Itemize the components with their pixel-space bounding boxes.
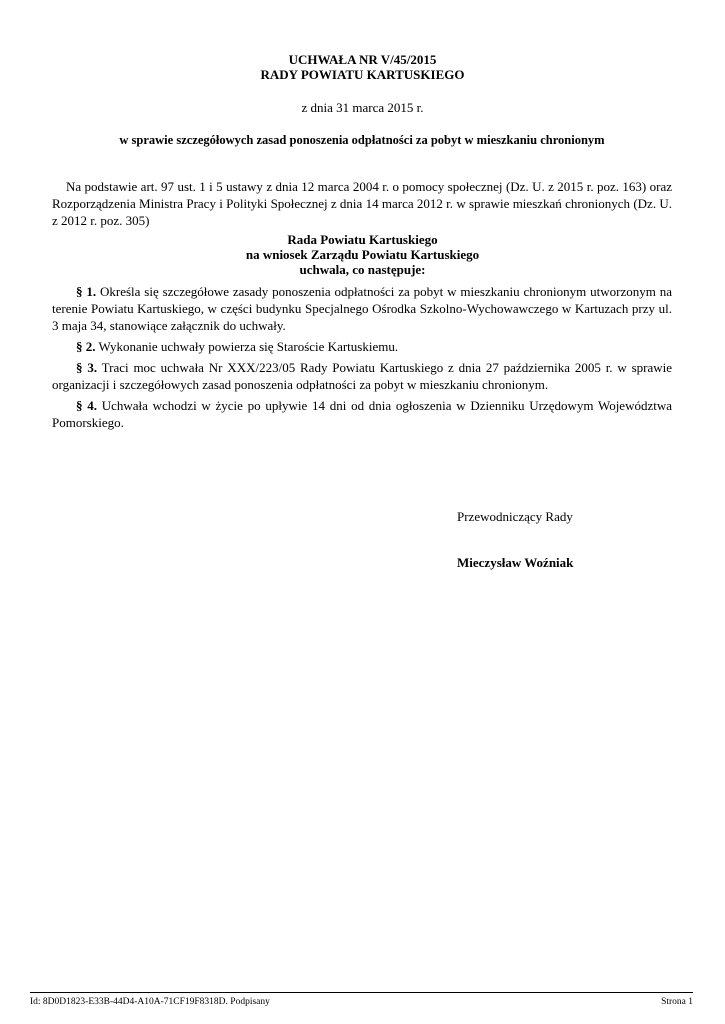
footer-divider <box>30 992 693 993</box>
document-title-line1: UCHWAŁA NR V/45/2015 <box>288 52 437 67</box>
resolution-intro-line2: na wniosek Zarządu Powiatu Kartuskiego <box>245 247 480 262</box>
section-2-text: Wykonanie uchwały powierza się Staroście Kartuskiemu. <box>95 339 399 354</box>
document-title-line2: RADY POWIATU KARTUSKIEGO <box>260 67 465 82</box>
resolution-intro-line3: uchwala, co następuje: <box>299 262 426 277</box>
section-1-number: § 1. <box>76 284 97 299</box>
document-date: z dnia 31 marca 2015 r. <box>301 100 424 115</box>
document-subject: w sprawie szczegółowych zasad ponoszenia odpłatności za pobyt w mieszkaniu chronionym <box>119 133 605 147</box>
signature-name: Mieczysław Woźniak <box>457 555 574 570</box>
section-3-text: Traci moc uchwała Nr XXX/223/05 Rady Powiatu Kartuskiego z dnia 27 października 2005 r. w sprawie organizacji i szczegółowych zasad ponoszenia odpłatności za pobyt w mieszkaniu chronionym. <box>52 360 673 392</box>
section-3 <box>52 359 672 393</box>
footer-page-number: Strona 1 <box>661 997 693 1007</box>
resolution-intro-line1: Rada Powiatu Kartuskiego <box>287 232 438 247</box>
preamble: Na podstawie art. 97 ust. 1 i 5 ustawy z dnia 12 marca 2004 r. o pomocy społecznej (Dz. U. z 2015 r. poz. 163) oraz Rozporządzenia Ministra Pracy i Polityki Społecznej z dnia 14 marca 2012 r. w sprawie mieszkań chronionych (Dz. U. z 2012 r. poz. 305) <box>52 179 672 228</box>
section-4-text: Uchwała wchodzi w życie po upływie 14 dni od dnia ogłoszenia w Dzienniku Urzędowym Województwa Pomorskiego. <box>52 398 673 430</box>
footer-document-id: Id: 8D0D1823-E33B-44D4-A10A-71CF19F8318D. Podpisany <box>30 997 270 1007</box>
section-3-number: § 3. <box>76 360 98 375</box>
signature-role: Przewodniczący Rady <box>457 509 573 524</box>
section-2 <box>52 338 672 355</box>
section-1-text: Określa się szczegółowe zasady ponoszenia odpłatności za pobyt w mieszkaniu chronionym utworzonym na terenie Powiatu Kartuskiego, w części budynku Specjalnego Ośrodka Szkolno-Wychowawczego w Kartuzach przy ul. 3 maja 34, stanowiące załącznik do uchwały. <box>52 284 672 333</box>
section-2-number: § 2. <box>76 339 96 354</box>
section-4 <box>52 397 672 431</box>
section-1 <box>52 283 672 334</box>
section-4-number: § 4. <box>76 398 97 413</box>
